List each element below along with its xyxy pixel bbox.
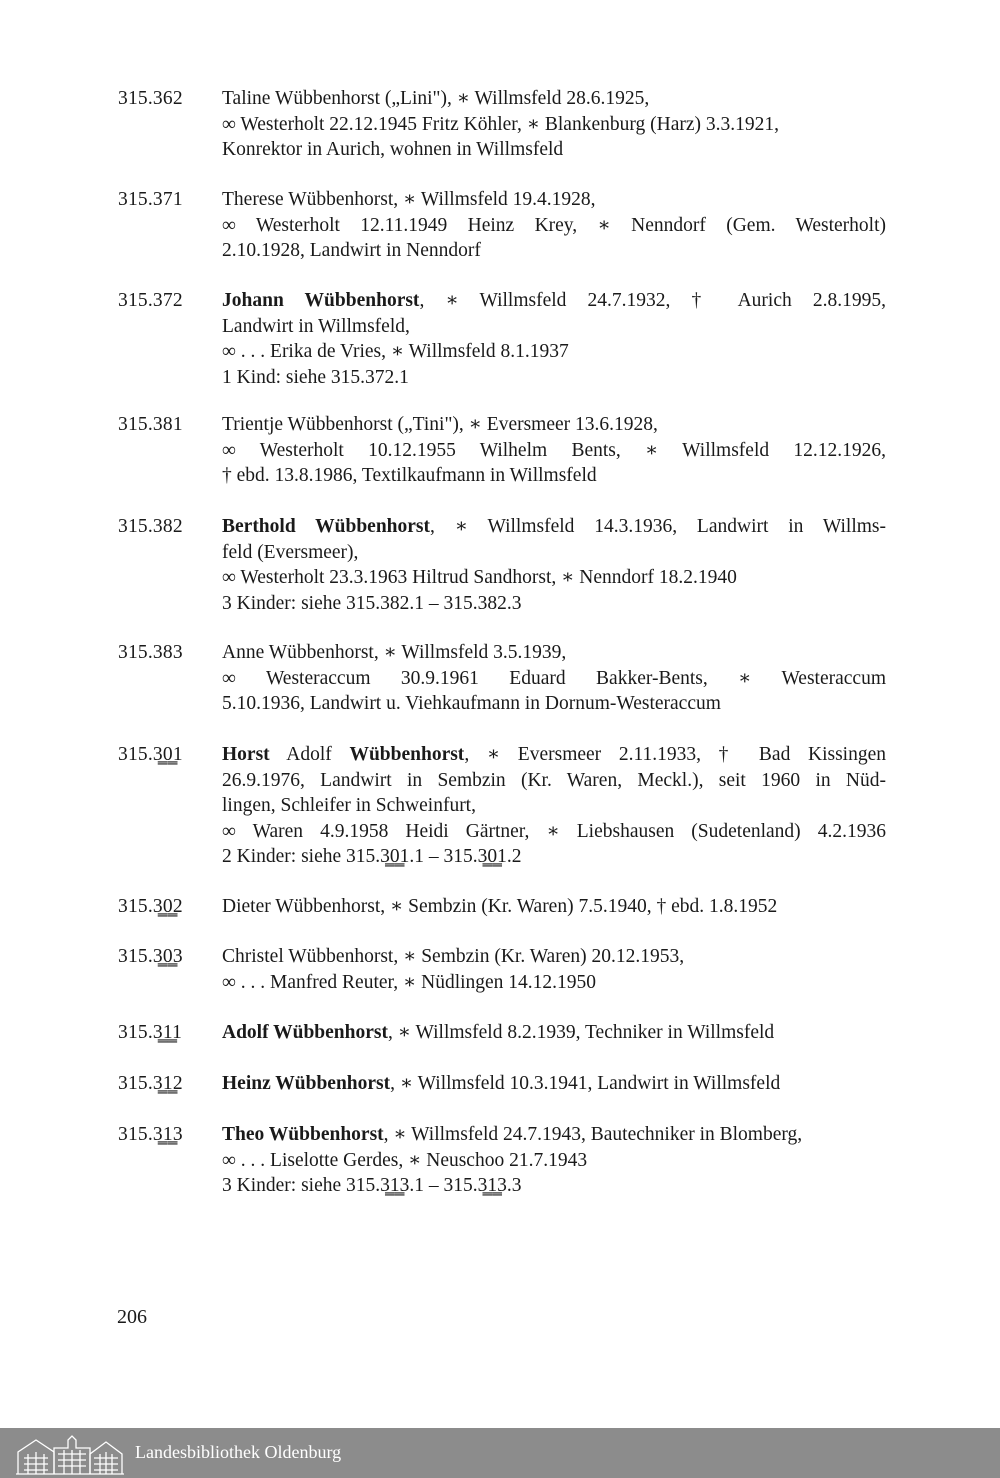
entry-line	[222, 768, 886, 794]
entry-text-segment: † ebd. 13.8.1986, Textilkaufmann in Willmsfeld	[222, 465, 597, 486]
entry-line	[222, 137, 886, 163]
entry-number: 315.372	[118, 290, 183, 311]
entry-line	[222, 540, 886, 566]
entry-text	[222, 1020, 886, 1046]
entry-text	[222, 187, 886, 264]
entry-line	[222, 288, 886, 314]
entry-text-segment: ∞ . . . Manfred Reuter, ∗ Nüdlingen 14.12.1950	[222, 971, 597, 993]
entry-text-segment: Christel Wübbenhorst, ∗ Sembzin (Kr. Waren) 20.12.1953,	[222, 946, 685, 967]
footer-bar	[0, 1428, 1000, 1478]
entry-text-segment: Dieter Wübbenhorst, ∗ Sembzin (Kr. Waren) 7.5.1940, † ebd. 1.8.1952	[222, 896, 778, 917]
entry-text	[222, 1071, 886, 1097]
entry-text-segment: , ∗ Willmsfeld 24.7.1932, † Aurich 2.8.1995,	[419, 290, 886, 311]
entry-line	[222, 944, 886, 970]
entry-text-segment: ∞ Westeraccum 30.9.1961 Eduard Bakker-Bents, ∗ Westeraccum	[222, 667, 886, 689]
entry-number: 315.3̳0̳1	[118, 744, 183, 765]
entry-line	[222, 640, 886, 666]
entry-number: 315.3̳1̳1	[118, 1022, 183, 1043]
entry-text-segment: lingen, Schleifer in Schweinfurt,	[222, 795, 476, 816]
entry-line	[222, 187, 886, 213]
entry-line	[222, 894, 886, 920]
entry-line	[222, 1122, 886, 1148]
entry-line	[222, 793, 886, 819]
entry-line	[222, 1173, 886, 1199]
entry-text-segment: , ∗ Willmsfeld 24.7.1943, Bautechniker in Blomberg,	[383, 1124, 803, 1145]
entry-line	[222, 514, 886, 540]
footer-library-name: Landesbibliothek Oldenburg	[135, 1442, 342, 1462]
person-name: Adolf Wübbenhorst	[222, 1022, 388, 1043]
entry-line	[222, 666, 886, 692]
entry-text-segment: , ∗ Willmsfeld 8.2.1939, Techniker in Willmsfeld	[387, 1022, 775, 1043]
entry-text	[222, 944, 886, 995]
entry-text-segment: , ∗ Willmsfeld 10.3.1941, Landwirt in Willmsfeld	[390, 1073, 781, 1094]
entry-text-segment: Therese Wübbenhorst, ∗ Willmsfeld 19.4.1928,	[222, 189, 596, 210]
entry-line	[222, 565, 886, 591]
entry-text-segment: ∞ Westerholt 23.3.1963 Hiltrud Sandhorst, ∗ Nenndorf 18.2.1940	[222, 567, 737, 588]
entry-line	[222, 238, 886, 264]
entry-text-segment: 2 Kinder: siehe 315.3̳0̳1.1 – 315.3̳0̳1.2	[222, 846, 522, 867]
person-name: Horst	[222, 744, 270, 765]
entry-line	[222, 314, 886, 340]
entry-line	[222, 365, 886, 391]
entry-text-segment: 3 Kinder: siehe 315.3̳1̳3.1 – 315.3̳1̳3.3	[222, 1175, 522, 1196]
entry-text-segment: Taline Wübbenhorst („Lini"), ∗ Willmsfeld 28.6.1925,	[222, 88, 650, 109]
entry-line	[222, 213, 886, 239]
entry-number: 315.3̳0̳3	[118, 946, 183, 967]
entry-line	[222, 691, 886, 717]
person-name: Theo Wübbenhorst	[222, 1124, 384, 1145]
entry-text-segment: 3 Kinder: siehe 315.382.1 – 315.382.3	[222, 592, 522, 614]
entry-line	[222, 86, 886, 112]
entry-line	[222, 438, 886, 464]
person-name: Wübbenhorst	[349, 744, 465, 765]
entry-text-segment: ∞ . . . Erika de Vries, ∗ Willmsfeld 8.1.1937	[222, 341, 569, 362]
entry-text	[222, 86, 886, 163]
entry-text	[222, 742, 886, 870]
entry-text	[222, 288, 886, 390]
entry-text-segment: Trientje Wübbenhorst („Tini"), ∗ Eversmeer 13.6.1928,	[222, 414, 658, 435]
entry-text-segment: Adolf	[269, 744, 350, 765]
entry-text	[222, 514, 886, 616]
page-number: 206	[117, 1306, 147, 1328]
entry-text-segment: ∞ Westerholt 22.12.1945 Fritz Köhler, ∗ Blankenburg (Harz) 3.3.1921,	[222, 113, 779, 135]
entry-line	[222, 819, 886, 845]
person-name: Berthold Wübbenhorst	[222, 516, 431, 537]
entry-number: 315.381	[118, 414, 183, 435]
entry-text-segment: Konrektor in Aurich, wohnen in Willmsfeld	[222, 139, 564, 160]
entry-text	[222, 894, 886, 920]
entry-text-segment: Landwirt in Willmsfeld,	[222, 315, 410, 337]
entry-text	[222, 412, 886, 489]
entry-text-segment: ∞ Waren 4.9.1958 Heidi Gärtner, ∗ Liebshausen (Sudetenland) 4.2.1936	[222, 820, 886, 842]
entry-text	[222, 1122, 886, 1199]
entry-line	[222, 844, 886, 870]
entry-line	[222, 1148, 886, 1174]
person-name: Johann Wübbenhorst	[222, 290, 420, 311]
entry-line	[222, 463, 886, 489]
entry-line	[222, 1071, 886, 1097]
entry-number: 315.3̳1̳3	[118, 1124, 183, 1145]
entry-text-segment: feld (Eversmeer),	[222, 541, 359, 563]
entry-text	[222, 640, 886, 717]
library-building-icon	[14, 1432, 126, 1476]
entry-text-segment: 5.10.1936, Landwirt u. Viehkaufmann in Dornum-Westeraccum	[222, 693, 721, 714]
entry-text-segment: ∞ Westerholt 12.11.1949 Heinz Krey, ∗ Nenndorf (Gem. Westerholt)	[222, 214, 886, 236]
entry-text-segment: ∞ Westerholt 10.12.1955 Wilhelm Bents, ∗ Willmsfeld 12.12.1926,	[222, 439, 886, 461]
entry-line	[222, 339, 886, 365]
entry-number: 315.382	[118, 516, 183, 537]
entry-text-segment: 1 Kind: siehe 315.372.1	[222, 366, 409, 388]
entry-text-segment: Anne Wübbenhorst, ∗ Willmsfeld 3.5.1939,	[222, 642, 567, 663]
entry-number: 315.383	[118, 642, 183, 663]
entry-number: 315.362	[118, 88, 183, 109]
entry-text-segment: 2.10.1928, Landwirt in Nenndorf	[222, 240, 481, 261]
person-name: Heinz Wübbenhorst	[222, 1073, 391, 1094]
entry-text-segment: 26.9.1976, Landwirt in Sembzin (Kr. Waren, Meckl.), seit 1960 in Nüd-	[222, 769, 886, 791]
entry-line	[222, 412, 886, 438]
entry-text-segment: ∞ . . . Liselotte Gerdes, ∗ Neuschoo 21.7.1943	[222, 1149, 588, 1171]
entry-text-segment: , ∗ Eversmeer 2.11.1933, † Bad Kissingen	[464, 744, 887, 765]
entry-line	[222, 112, 886, 138]
entry-line	[222, 1020, 886, 1046]
entry-number: 315.3̳1̳2	[118, 1073, 183, 1094]
entry-text-segment: , ∗ Willmsfeld 14.3.1936, Landwirt in Willms-	[430, 516, 886, 537]
entry-line	[222, 742, 886, 768]
entry-line	[222, 970, 886, 996]
entry-line	[222, 591, 886, 617]
entry-number: 315.3̳0̳2	[118, 896, 183, 917]
entry-number: 315.371	[118, 189, 183, 210]
